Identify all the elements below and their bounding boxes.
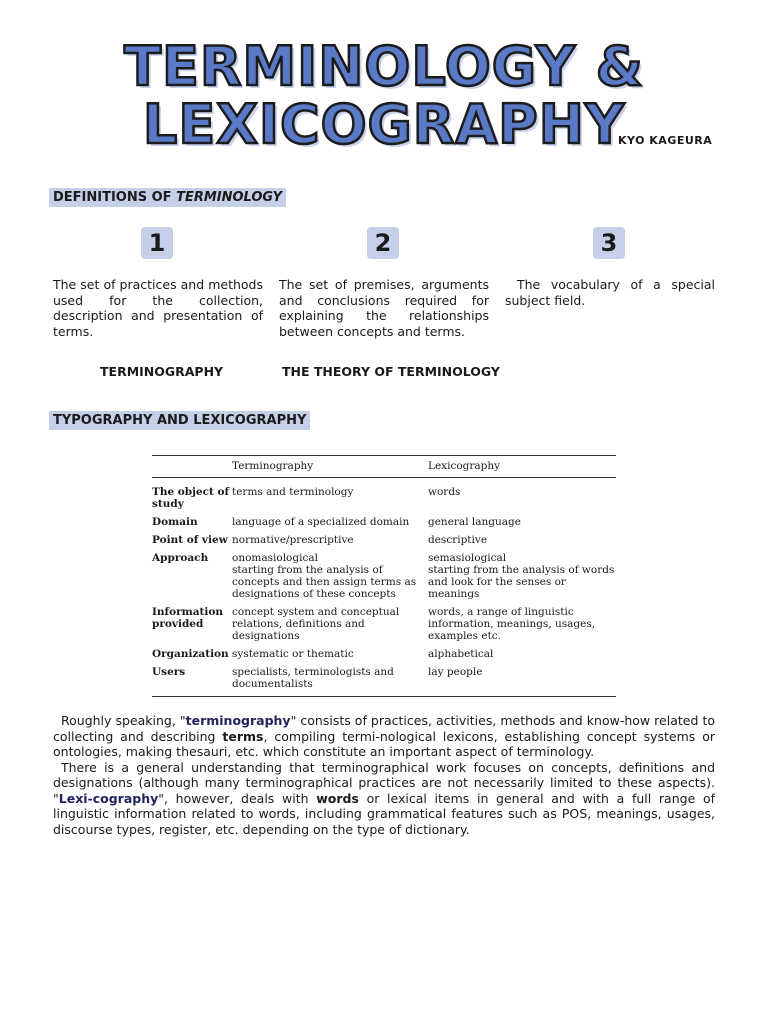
table-row [152,645,616,663]
text-run: ", however, deals with [158,790,317,806]
lexicography-cell: general language [428,516,521,528]
row-label: Domain [152,516,198,528]
paragraph-1 [53,713,715,760]
keyword-terminography: terminography [185,713,291,728]
body-text [53,713,715,837]
text-run: , compiling termi-nological lexicons, establishing concept systems or ontologies, making thesauri, etc. which constitute an important aspect of terminology. [53,728,716,759]
table-header-row [152,456,616,478]
typography-lexicography-header: TYPOGRAPHY AND LEXICOGRAPHY [49,411,310,430]
lexicography-cell: lay people [428,663,616,697]
table-row [152,663,616,697]
row-label: Approach [152,552,209,564]
definition-number-3: 3 [593,227,625,259]
title-line-1: TERMINOLOGY & [124,35,644,98]
text-run: Roughly speaking, " [61,713,186,728]
table-row [152,513,616,531]
definitions-header-prefix: DEFINITIONS OF [53,190,177,205]
row-label: The object of study [152,486,230,510]
title-line-2: LEXICOGRAPHY [142,93,626,156]
table-row [152,531,616,549]
terminography-cell [232,549,428,603]
comparison-table [152,455,616,697]
author-name: KYO KAGEURA [618,134,713,147]
column-header-lexicography: Lexicography [428,456,616,478]
lexicography-cell: descriptive [428,534,488,546]
text-run: There is a general understanding that terminographical work focuses on concepts, definitions and designations (although many terminographical practices are not necessarily limited to these aspects). " [53,759,715,806]
terminography-cell: concept system and conceptual relations, definitions and designations [232,606,400,642]
row-label: Users [152,663,232,697]
table-row [152,603,616,645]
text-run: or lexical items in general and with a full range of linguistic information related to words, including grammatical features such as POS, meanings, usages, discourse types, register, etc. depending on the type of dictionary. [53,790,715,837]
row-label: Organization [152,648,229,660]
row-label: Information provided [152,606,223,630]
terminography-cell: language of a specialized domain [232,516,410,528]
definitions-header [49,188,286,207]
terminography-cell: terms and terminology [232,486,354,498]
definitions-header-term: TERMINOLOGY [176,190,282,205]
definition-text-2: The set of premises, arguments and conclusions required for explaining the relationships between concepts and terms. [279,277,489,339]
terminography-cell: normative/prescriptive [232,534,354,546]
terminography-cell: specialists, terminologists and documentalists [232,663,428,697]
table-corner [152,456,232,478]
approach-term: semasiological [428,552,507,564]
text-run: " consists of practices, activities, methods and know-how related to collecting and describing [53,713,715,744]
definition-text-3: The vocabulary of a special subject field. [505,277,715,308]
table-row [152,478,616,514]
definition-label-2: THE THEORY OF TERMINOLOGY [282,364,500,379]
keyword-lexicography: Lexi-cography [58,790,159,806]
keyword-words: words [316,790,359,806]
approach-description: starting from the analysis of words and look for the senses or meanings [428,564,615,600]
lexicography-cell [428,549,616,603]
terminography-cell: systematic or thematic [232,648,354,660]
table-row [152,549,616,603]
column-header-terminography: Terminography [232,456,428,478]
keyword-terms: terms [222,728,264,744]
approach-term: onomasiological [232,552,318,564]
definition-number-1: 1 [141,227,173,259]
lexicography-cell: words, a range of linguistic information, meanings, usages, examples etc. [428,606,596,642]
approach-description: starting from the analysis of concepts and then assign terms as designations of these concepts [232,564,417,600]
definition-number-2: 2 [367,227,399,259]
row-label: Point of view [152,534,228,546]
definition-label-1: TERMINOGRAPHY [100,364,224,379]
paragraph-2 [53,760,715,838]
definition-text-1: The set of practices and methods used for the collection, description and presentation of terms. [53,277,263,339]
lexicography-cell: words [428,486,461,498]
lexicography-cell: alphabetical [428,648,494,660]
